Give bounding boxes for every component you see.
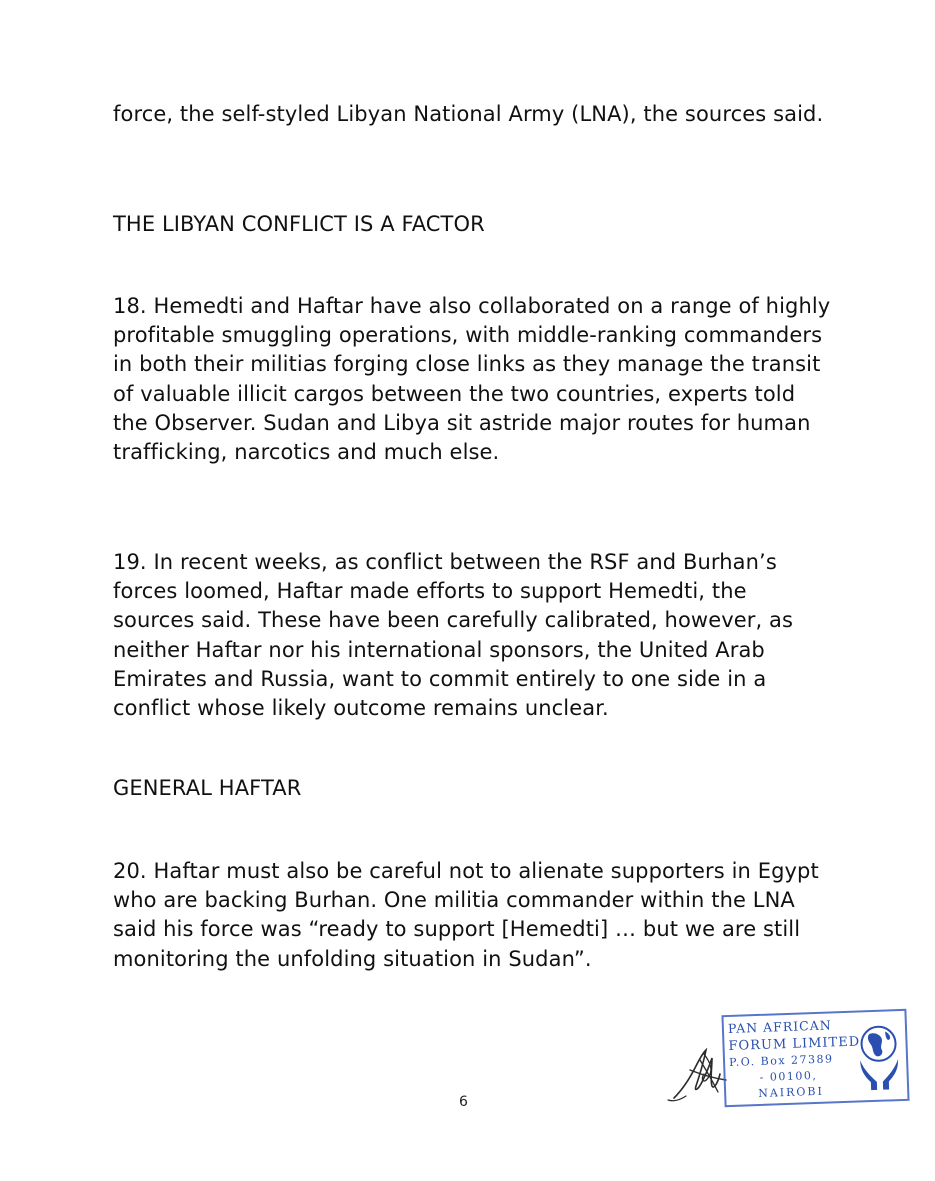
stamp-line-1: PAN AFRICAN [727,1017,832,1037]
stamp-line-2: FORUM LIMITED [728,1034,861,1055]
paragraph-20: 20. Haftar must also be careful not to alienate supporters in Egypt who are backing Burhan. One militia commander within the LNA said his force was “ready to support [Hemedti] … but we are still monitoring the unfolding situation in Sudan”. [113,859,819,971]
section-heading-libyan-conflict: THE LIBYAN CONFLICT IS A FACTOR [113,212,485,236]
intro-paragraph: force, the self-styled Libyan National Army (LNA), the sources said. [113,102,824,126]
globe-with-hands-icon [855,1019,903,1093]
stamp-line-3: P.O. Box 27389 [728,1052,834,1070]
paragraph-19: 19. In recent weeks, as conflict between the RSF and Burhan’s forces loomed, Haftar made efforts to support Hemedti, the sources said. These have been carefully calibrated, however, as neither Haftar nor his international sponsors, the United Arab Emirates and Russia, want to commit entirely to one side in a conflict whose likely outcome remains unclear. [113,550,794,721]
section-heading-general-haftar: GENERAL HAFTAR [113,776,302,800]
stamp-line-4: - 00100, [759,1068,818,1084]
stamp-line-5: NAIROBI [757,1084,825,1101]
company-stamp [721,1009,909,1107]
page-number: 6 [459,1094,468,1110]
paragraph-18: 18. Hemedti and Haftar have also collaborated on a range of highly profitable smuggling operations, with middle-ranking commanders in both their militias forging close links as they manage the transit of valuable illicit cargos between the two countries, experts told the Observer. Sudan and Libya sit astride major routes for human trafficking, narcotics and much else. [113,294,831,465]
